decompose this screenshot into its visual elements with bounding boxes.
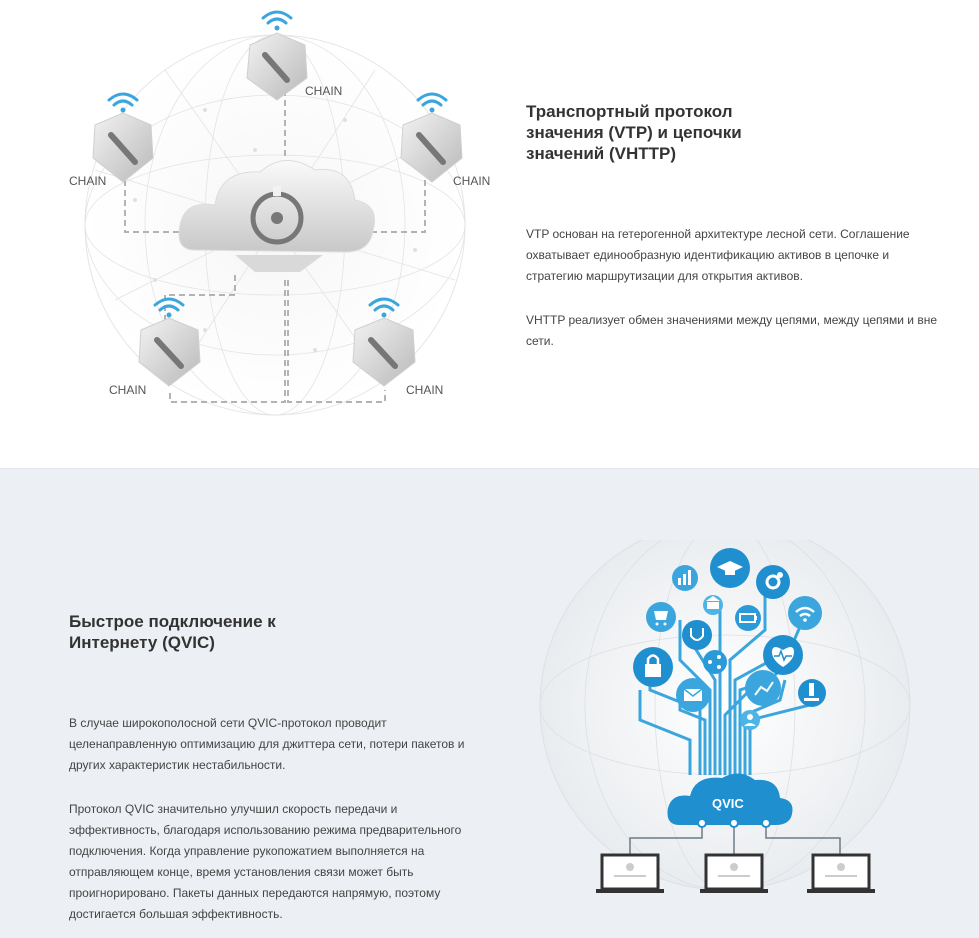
qvic-tree-illustration — [530, 540, 940, 937]
bank-icon — [703, 595, 723, 615]
wifi-icon — [263, 12, 291, 23]
laptop-icon — [596, 855, 664, 893]
stethoscope-icon — [682, 620, 712, 650]
svg-text:CHAIN: CHAIN — [453, 174, 491, 188]
svg-text:CHAIN: CHAIN — [69, 174, 107, 188]
vtp-section — [0, 0, 979, 468]
laptop-icon — [700, 855, 768, 893]
microscope-icon — [798, 679, 826, 707]
svg-text:CHAIN: CHAIN — [406, 383, 444, 397]
share-icon — [703, 650, 727, 674]
vtp-paragraph-1: VTP основан на гетерогенной архитектуре лесной сети. Соглашение охватывает единообразную идентификацию активов в цепочке и стратегию маршрутизации для открытия активов. — [526, 227, 910, 283]
qvic-paragraph-1: В случае широкополосной сети QVIC-протокол проводит целенаправленную оптимизацию для джиттера сети, потери пакетов и других характеристик нестабильности. — [69, 716, 465, 772]
vtp-paragraph-2: VHTTP реализует обмен значениями между цепями, между цепями и вне сети. — [526, 313, 938, 348]
chart-icon — [672, 565, 698, 591]
wifi-icon — [418, 94, 446, 105]
graduation-cap-icon — [710, 548, 750, 588]
battery-icon — [735, 605, 761, 631]
heartbeat-icon — [763, 635, 803, 675]
svg-text:CHAIN: CHAIN — [109, 383, 147, 397]
vtp-network-illustration — [55, 0, 495, 440]
people-icon — [740, 710, 760, 730]
laptop-icon — [807, 855, 875, 893]
lock-dollar-icon — [633, 647, 673, 687]
gears-icon — [756, 565, 790, 599]
wifi-icon — [788, 596, 822, 630]
graph-icon — [745, 670, 781, 706]
chain-label: CHAIN — [305, 84, 343, 98]
cart-icon — [646, 602, 676, 632]
qvic-cloud-label: QVIC — [712, 796, 744, 811]
vtp-title: Транспортный протокол значения (VTP) и цепочки значений (VHTTP) — [526, 102, 742, 163]
qvic-title: Быстрое подключение к Интернету (QVIC) — [69, 612, 276, 652]
mail-icon — [676, 678, 710, 712]
qvic-paragraph-2: Протокол QVIC значительно улучшил скорость передачи и эффективность, благодаря использованию режима предварительного подключения. Когда управление рукопожатием выполняется на отправляющем конце, время установления связи может быть проигнорировано. Пакеты данных передаются напрямую, поэтому достигается большая эффективность. — [69, 802, 462, 921]
